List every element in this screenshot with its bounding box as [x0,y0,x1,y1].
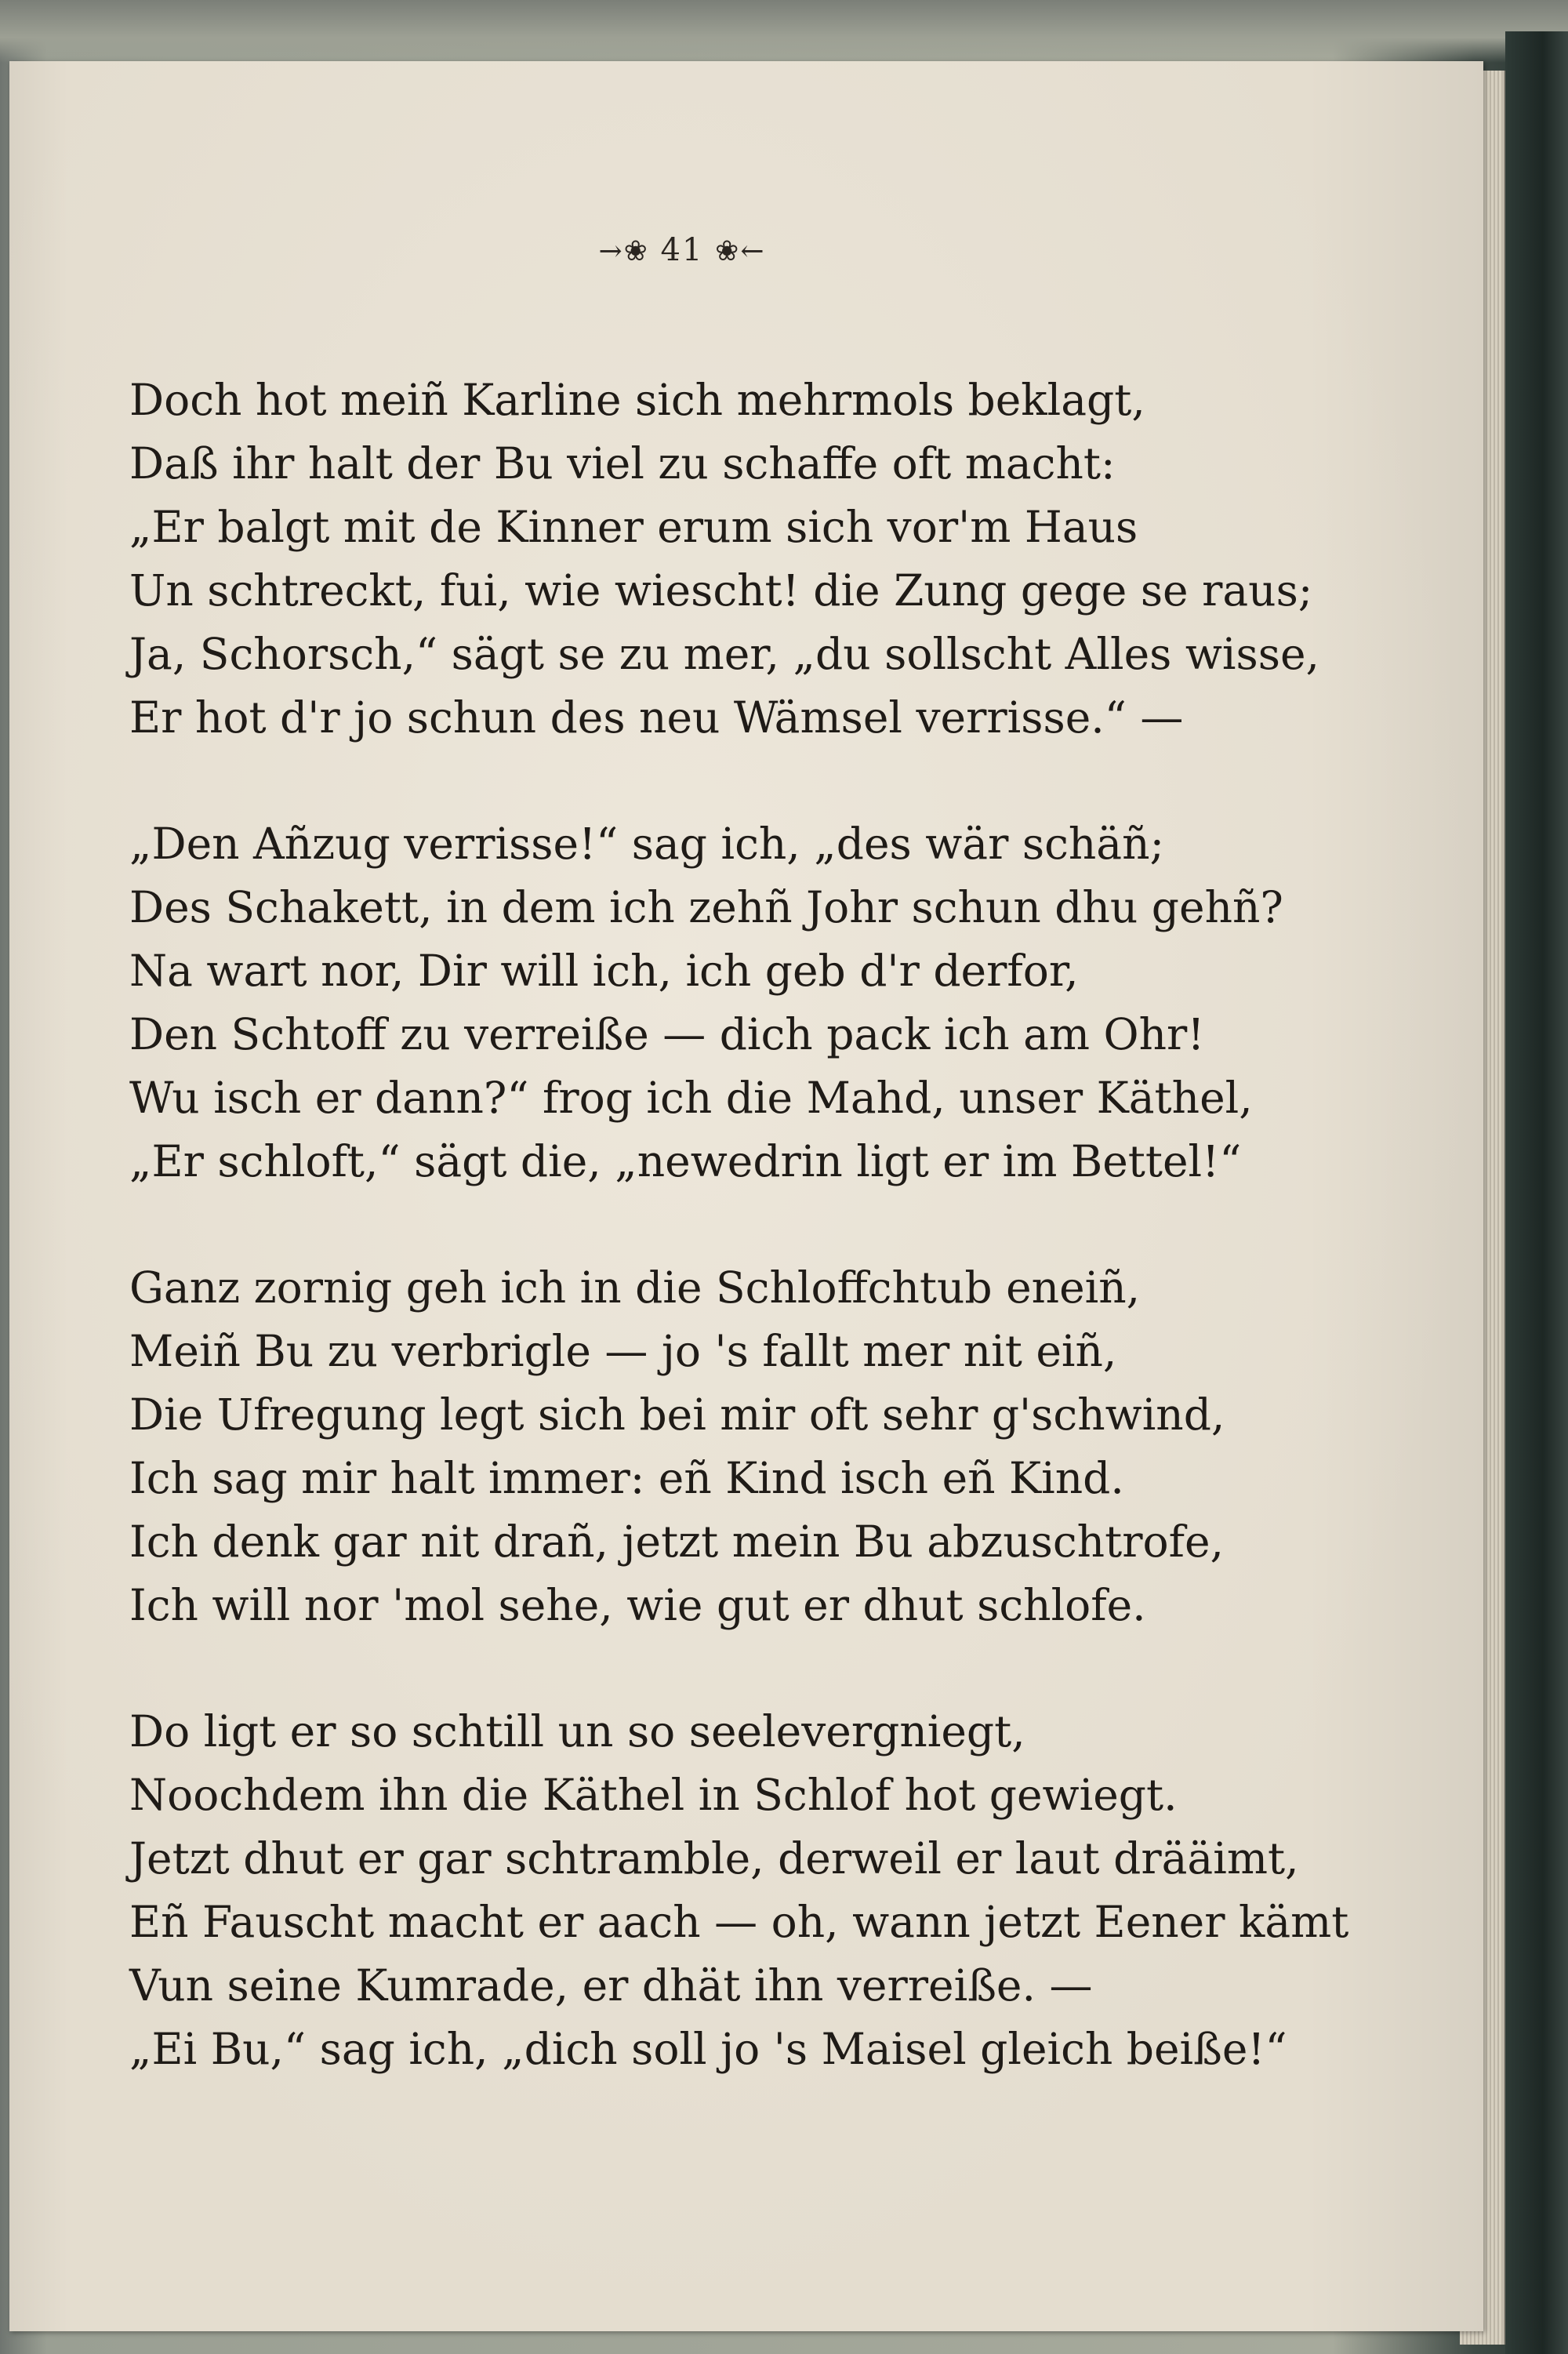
stanza-4 [129,1700,1349,2081]
stanza-3 [129,1256,1305,1637]
poem-line: „Er schloft,“ sägt die, „newedrin ligt er im Bettel!“ [129,1136,1242,1186]
poem-line: Jetzt dhut er gar schtramble, derweil er laut drääimt, [129,1833,1299,1884]
poem-line: Er hot d'r jo schun des neu Wämsel verrisse.“ — [129,692,1184,743]
stanza-2 [129,812,1305,1193]
poem-line: Un schtreckt, fui, wie wiescht! die Zung gege se raus; [129,565,1313,616]
poem-line: Die Ufregung legt sich bei mir oft sehr g'schwind, [129,1390,1225,1440]
poem-line: Den Schtoff zu verreiße — dich pack ich am Ohr! [129,1009,1205,1059]
poem-line: Eñ Fauscht macht er aach — oh, wann jetzt Eener kämt [129,1897,1349,1947]
book-cover-top-edge [0,0,1568,63]
page-number-header [0,232,1364,268]
poem-line: Des Schakett, in dem ich zehñ Johr schun dhu gehñ? [129,882,1283,932]
poem-line: Meiñ Bu zu verbrigle — jo 's fallt mer nit eiñ, [129,1326,1117,1376]
poem-line: Doch hot meiñ Karline sich mehrmols beklagt, [129,375,1145,425]
poem-line: „Den Añzug verrisse!“ sag ich, „des wär schäñ; [129,819,1165,869]
poem-line: Daß ihr halt der Bu viel zu schaffe oft macht: [129,438,1116,489]
poem-line: Wu isch er dann?“ frog ich die Mahd, unser Käthel, [129,1073,1253,1123]
ornament-right-icon: ❀← [715,235,766,267]
poem-line: Ich will nor 'mol sehe, wie gut er dhut schlofe. [129,1580,1146,1630]
poem-line: Ich sag mir halt immer: eñ Kind isch eñ Kind. [129,1453,1124,1503]
poem-line: Na wart nor, Dir will ich, ich geb d'r derfor, [129,946,1079,996]
poem-line: Ja, Schorsch,“ sägt se zu mer, „du sollscht Alles wisse, [129,629,1319,679]
poem-line: Vun seine Kumrade, er dhät ihn verreiße. — [129,1960,1093,2011]
poem-line: „Ei Bu,“ sag ich, „dich soll jo 's Maisel gleich beiße!“ [129,2024,1287,2074]
book-binding [1505,31,1568,2354]
poem-line: Do ligt er so schtill un so seelevergniegt, [129,1706,1025,1756]
stanza-1 [129,369,1319,750]
poem-line: Ganz zornig geh ich in die Schloffchtub eneiñ, [129,1262,1141,1313]
poem-line: „Er balgt mit de Kinner erum sich vor'm Haus [129,502,1138,552]
ornament-left-icon: →❀ [598,235,649,267]
poem-line: Ich denk gar nit drañ, jetzt mein Bu abzuschtrofe, [129,1517,1225,1567]
poem-body [129,369,1349,2144]
poem-line: Noochdem ihn die Käthel in Schlof hot gewiegt. [129,1770,1178,1820]
page-number: 41 [660,232,704,268]
